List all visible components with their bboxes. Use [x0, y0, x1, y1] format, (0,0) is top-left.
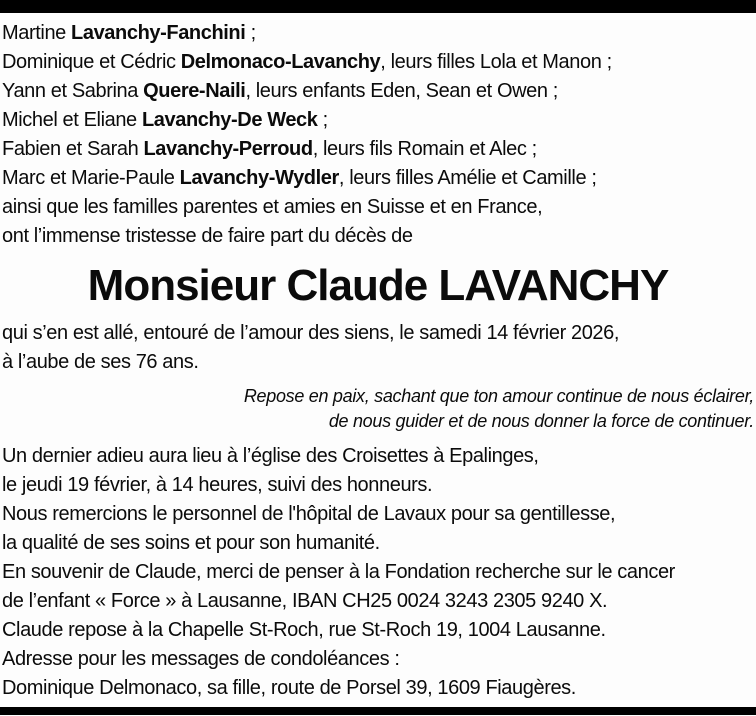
funeral-details: [2, 442, 756, 703]
top-border-bar: [0, 0, 756, 13]
text-line: la qualité de ses soins et pour son humanité.: [2, 532, 380, 554]
text-line: En souvenir de Claude, merci de penser à la Fondation recherche sur le cancer: [2, 561, 675, 583]
bottom-border-bar: [0, 707, 756, 715]
text-line: Marc et Marie-Paule Lavanchy-Wydler, leurs filles Amélie et Camille ;: [2, 167, 597, 189]
text-line: Michel et Eliane Lavanchy-De Weck ;: [2, 109, 328, 131]
family-announcement: [2, 19, 756, 251]
text-line: Martine Lavanchy-Fanchini ;: [2, 22, 256, 44]
text-line: de l’enfant « Force » à Lausanne, IBAN CH25 0024 3243 2305 9240 X.: [2, 590, 608, 612]
text-line: Un dernier adieu aura lieu à l’église des Croisettes à Epalinges,: [2, 445, 539, 467]
text-line: Claude repose à la Chapelle St-Roch, rue St-Roch 19, 1004 Lausanne.: [2, 619, 606, 641]
text-line: le jeudi 19 février, à 14 heures, suivi des honneurs.: [2, 474, 433, 496]
text-line: de nous guider et de nous donner la force de continuer.: [328, 411, 754, 431]
text-line: ainsi que les familles parentes et amies en Suisse et en France,: [2, 196, 543, 218]
text-line: Nous remercions le personnel de l'hôpital de Lavaux pour sa gentillesse,: [2, 503, 616, 525]
text-line: à l’aube de ses 76 ans.: [2, 351, 199, 373]
text-line: Adresse pour les messages de condoléances :: [2, 648, 400, 670]
deceased-name-title: Monsieur Claude LAVANCHY: [87, 261, 669, 310]
memorial-quote: [0, 384, 754, 434]
text-line: Repose en paix, sachant que ton amour continue de nous éclairer,: [243, 386, 754, 406]
text-line: Dominique Delmonaco, sa fille, route de Porsel 39, 1609 Fiaugères.: [2, 677, 576, 699]
text-line: Yann et Sabrina Quere-Naili, leurs enfants Eden, Sean et Owen ;: [2, 80, 558, 102]
text-line: Dominique et Cédric Delmonaco-Lavanchy, leurs filles Lola et Manon ;: [2, 51, 612, 73]
text-line: ont l’immense tristesse de faire part du décès de: [2, 225, 413, 247]
notice-body: [0, 13, 756, 703]
death-statement: [2, 319, 756, 377]
text-line: qui s’en est allé, entouré de l’amour des siens, le samedi 14 février 2026,: [2, 322, 620, 344]
text-line: Fabien et Sarah Lavanchy-Perroud, leurs fils Romain et Alec ;: [2, 138, 537, 160]
